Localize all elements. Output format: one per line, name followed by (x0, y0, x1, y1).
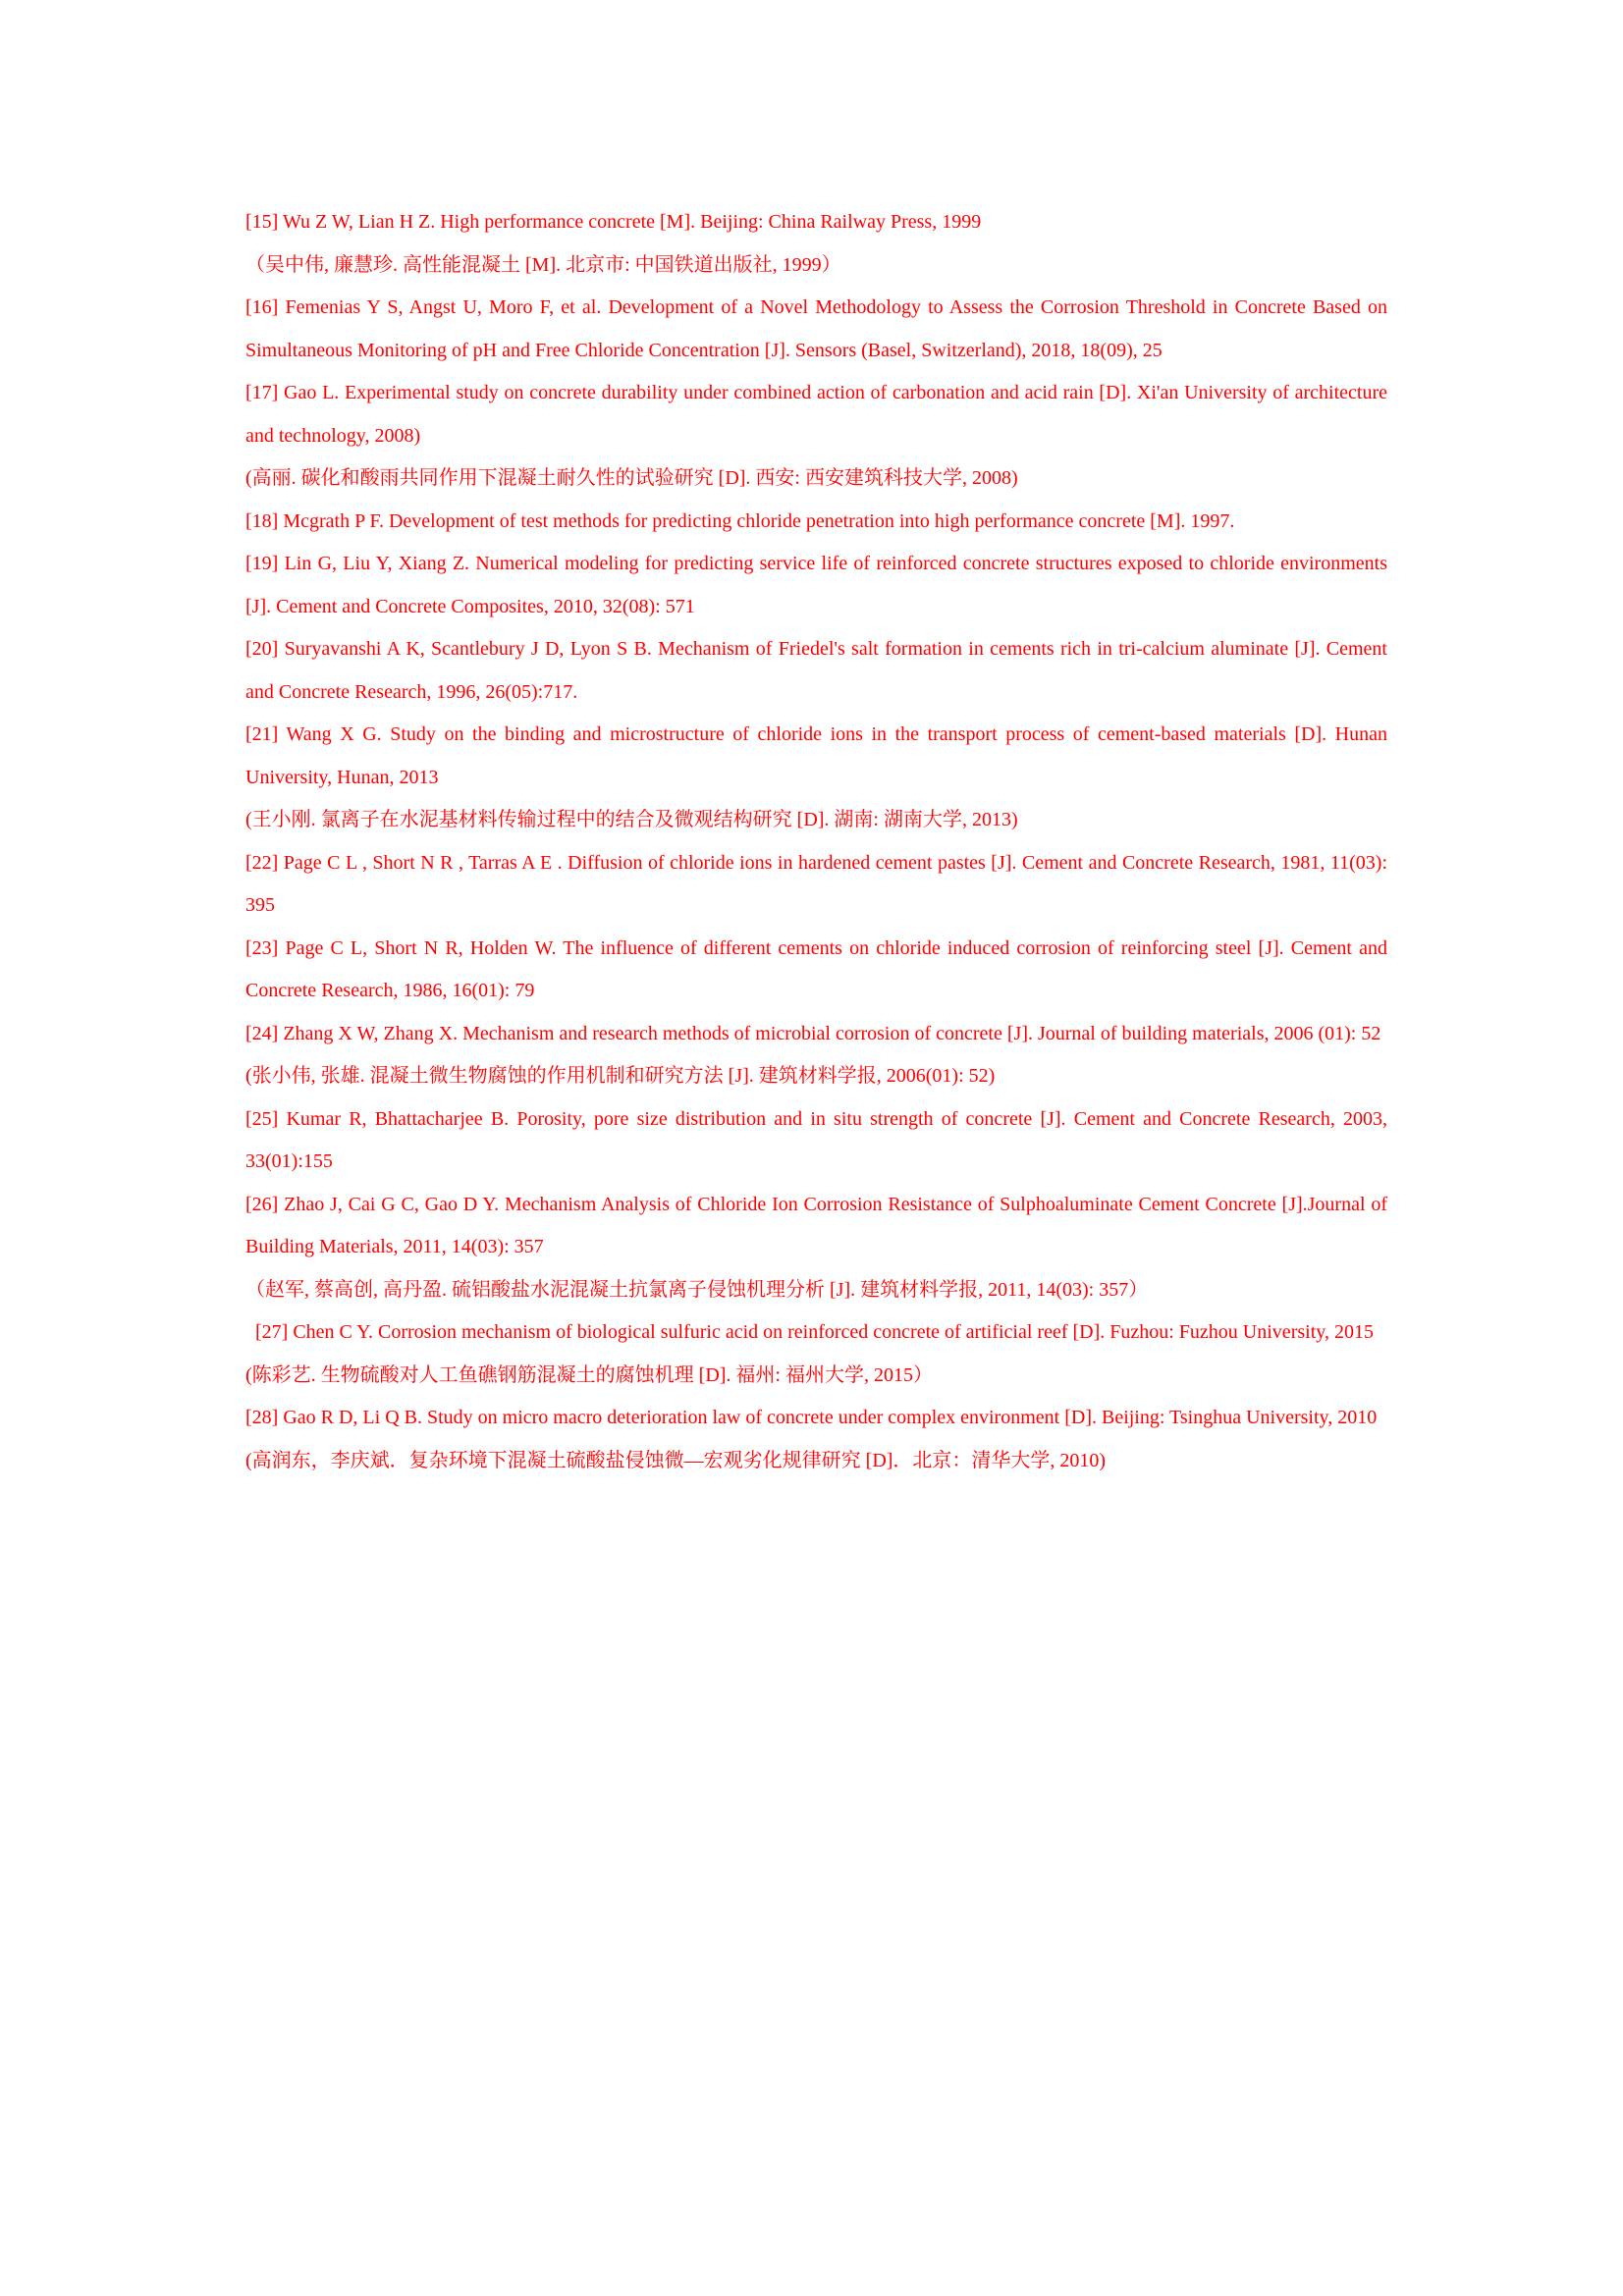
reference-entry-chinese: (高润东，李庆斌．复杂环境下混凝土硫酸盐侵蚀微—宏观劣化规律研究 [D]．北京：清华大学, 2010) (245, 1449, 1107, 1471)
reference-entry-chinese: （吴中伟, 廉慧珍. 高性能混凝土 [M]. 北京市: 中国铁道出版社, 1999） (245, 253, 841, 276)
reference-entry: [25] Kumar R, Bhattacharjee B. Porosity, pore size distribution and in situ strength of concrete [J]. Cement and Concrete Research, 2003, 33(01):155 (245, 1107, 1387, 1172)
reference-entry: [24] Zhang X W, Zhang X. Mechanism and research methods of microbial corrosion of concrete [J]. Journal of building materials, 2006 (01): 52 (245, 1022, 1381, 1044)
reference-entry: [19] Lin G, Liu Y, Xiang Z. Numerical modeling for predicting service life of reinforced concrete structures exposed to chloride environments [J]. Cement and Concrete Composites, 2010, 32(08): 571 (245, 553, 1387, 617)
reference-entry-chinese: (高丽. 碳化和酸雨共同作用下混凝土耐久性的试验研究 [D]. 西安: 西安建筑科技大学, 2008) (245, 467, 1018, 489)
reference-entry-chinese: (张小伟, 张雄. 混凝土微生物腐蚀的作用机制和研究方法 [J]. 建筑材料学报, 2006(01): 52) (245, 1065, 996, 1087)
reference-list (245, 201, 1387, 1482)
reference-entry: [18] Mcgrath P F. Development of test methods for predicting chloride penetration into high performance concrete [M]. 1997. (245, 509, 1235, 532)
reference-entry: [23] Page C L, Short N R, Holden W. The influence of different cements on chloride induced corrosion of reinforcing steel [J]. Cement and Concrete Research, 1986, 16(01): 79 (245, 936, 1387, 1001)
reference-entry: [26] Zhao J, Cai G C, Gao D Y. Mechanism Analysis of Chloride Ion Corrosion Resistance of Sulphoaluminate Cement Concrete [J].Journal of Building Materials, 2011, 14(03): 357 (245, 1193, 1387, 1257)
reference-entry: [15] Wu Z W, Lian H Z. High performance concrete [M]. Beijing: China Railway Press, 1999 (245, 211, 982, 233)
reference-entry-chinese: (陈彩艺. 生物硫酸对人工鱼礁钢筋混凝土的腐蚀机理 [D]. 福州: 福州大学, 2015） (245, 1363, 933, 1386)
reference-entry: [27] Chen C Y. Corrosion mechanism of biological sulfuric acid on reinforced concrete of artificial reef [D]. Fuzhou: Fuzhou University, 2015 (255, 1321, 1374, 1343)
reference-entry-chinese: (王小刚. 氯离子在水泥基材料传输过程中的结合及微观结构研究 [D]. 湖南: 湖南大学, 2013) (245, 809, 1018, 830)
reference-entry: [17] Gao L. Experimental study on concrete durability under combined action of carbonation and acid rain [D]. Xi'an University of architecture and technology, 2008) (245, 382, 1387, 447)
reference-page (245, 201, 1387, 1482)
reference-entry: [16] Femenias Y S, Angst U, Moro F, et al. Development of a Novel Methodology to Assess the Corrosion Threshold in Concrete Based on Simultaneous Monitoring of pH and Free Chloride Concentration [J]. Sensors (Basel, Switzerland), 2018, 18(09), 25 (245, 296, 1387, 361)
reference-entry-chinese: （赵军, 蔡高创, 高丹盈. 硫铝酸盐水泥混凝土抗氯离子侵蚀机理分析 [J]. 建筑材料学报, 2011, 14(03): 357） (245, 1278, 1149, 1301)
reference-entry: [20] Suryavanshi A K, Scantlebury J D, Lyon S B. Mechanism of Friedel's salt formation in cements rich in tri-calcium aluminate [J]. Cement and Concrete Research, 1996, 26(05):717. (245, 638, 1387, 703)
reference-entry: [21] Wang X G. Study on the binding and microstructure of chloride ions in the transport process of cement-based materials [D]. Hunan University, Hunan, 2013 (245, 723, 1387, 788)
reference-entry: [22] Page C L , Short N R , Tarras A E . Diffusion of chloride ions in hardened cement pastes [J]. Cement and Concrete Research, 1981, 11(03): 395 (245, 851, 1387, 916)
reference-entry: [28] Gao R D, Li Q B. Study on micro macro deterioration law of concrete under complex environment [D]. Beijing: Tsinghua University, 2010 (245, 1407, 1378, 1428)
